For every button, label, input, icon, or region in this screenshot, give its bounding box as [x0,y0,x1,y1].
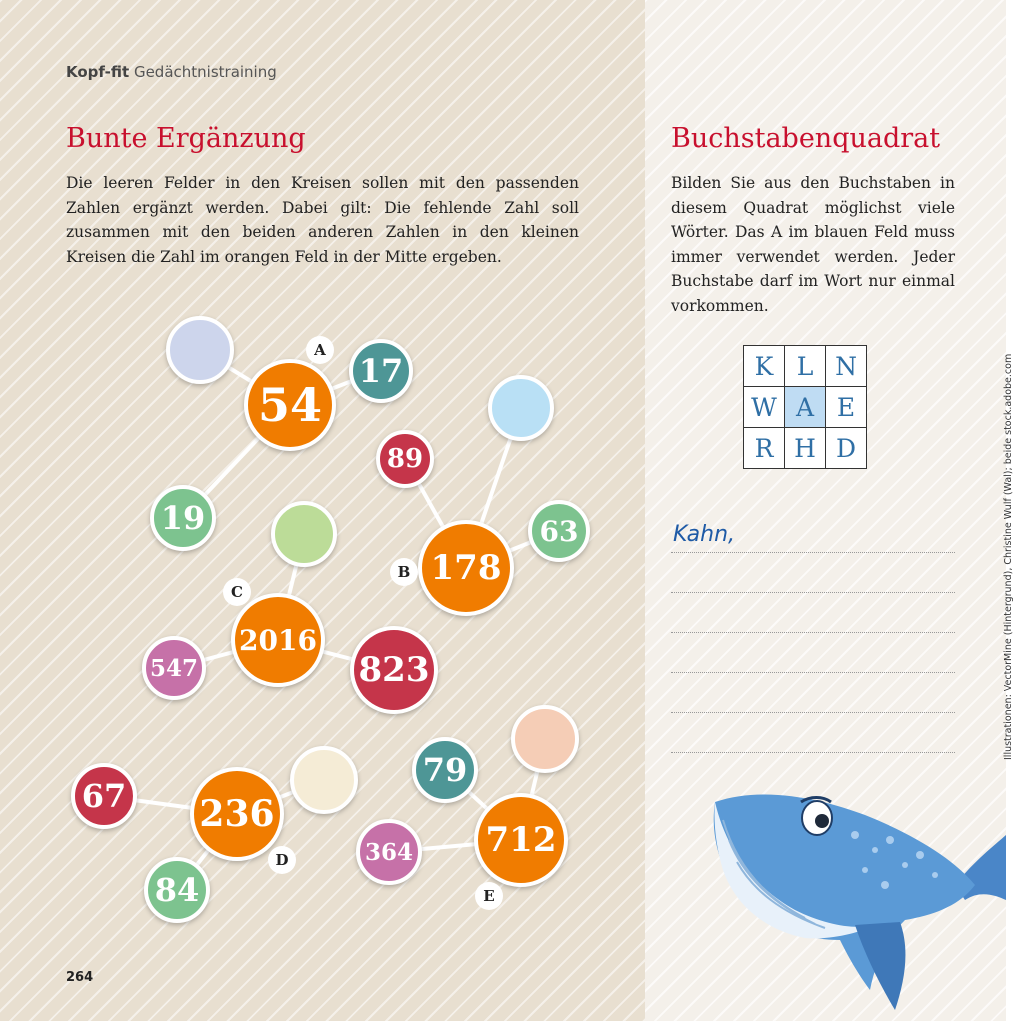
image-credit: Illustrationen: VectorMine (Hintergrund), Christine Wulf (Wal); beide stock.adobe.com [1003,353,1014,760]
grid-cell: W [744,387,785,428]
letter-grid [743,345,867,469]
number-circle-a2: 19 [150,485,216,551]
grid-cell-highlight: A [785,387,826,428]
empty-circle-d[interactable] [290,746,358,814]
right-title: Buchstabenquadrat [671,123,941,154]
number-circle-e1: 79 [412,737,478,803]
left-instructions: Die leeren Felder in den Kreisen sollen mit den passenden Zahlen ergänzt werden. Dabei gilt: Die fehlende Zahl soll zusammen mit den beiden anderen Zahlen in den kleinen Kreisen die Zahl im orangen Feld in der Mitte ergeben. [66,174,579,266]
center-circle-b: 178 [418,520,514,616]
grid-cell: D [826,428,867,469]
answer-line[interactable] [671,632,955,633]
label-b: B [390,558,418,586]
center-circle-e: 712 [474,793,568,887]
answer-line[interactable] [671,672,955,673]
number-circle-d2: 84 [144,857,210,923]
empty-circle-c[interactable] [271,501,337,567]
label-d: D [268,846,296,874]
number-circle-c1: 547 [142,636,206,700]
page-number: 264 [66,970,94,985]
number-circle-b1: 89 [376,430,434,488]
whale-illustration [705,790,1006,1021]
grid-cell: H [785,428,826,469]
number-circle-c2: 823 [350,626,438,714]
grid-cell: K [744,346,785,387]
center-circle-a: 54 [244,359,336,451]
handwritten-answer: Kahn, [673,522,736,547]
answer-line[interactable] [671,752,955,753]
grid-cell: R [744,428,785,469]
label-c: C [223,578,251,606]
label-e: E [475,882,503,910]
label-a: A [306,336,334,364]
center-circle-d: 236 [190,767,284,861]
number-circle-d1: 67 [71,763,137,829]
left-title: Bunte Ergänzung [66,123,306,154]
page-header: Kopf-fit Gedächtnistraining [66,63,277,81]
empty-circle-e[interactable] [511,705,579,773]
empty-circle-a[interactable] [166,316,234,384]
center-circle-c: 2016 [231,593,325,687]
empty-circle-b[interactable] [488,375,554,441]
answer-line[interactable] [671,712,955,713]
answer-line[interactable] [671,552,955,553]
answer-line[interactable] [671,592,955,593]
number-circle-e2: 364 [356,819,422,885]
grid-cell: N [826,346,867,387]
number-circle-b2: 63 [528,500,590,562]
number-circle-a1: 17 [349,339,413,403]
grid-cell: E [826,387,867,428]
right-instructions: Bilden Sie aus den Buchstaben in diesem Quadrat möglichst viele Wörter. Das A im blauen Feld muss immer verwendet werden. Jeder Buchstabe darf im Wort nur einmal vorkommen. [671,174,955,315]
grid-cell: L [785,346,826,387]
